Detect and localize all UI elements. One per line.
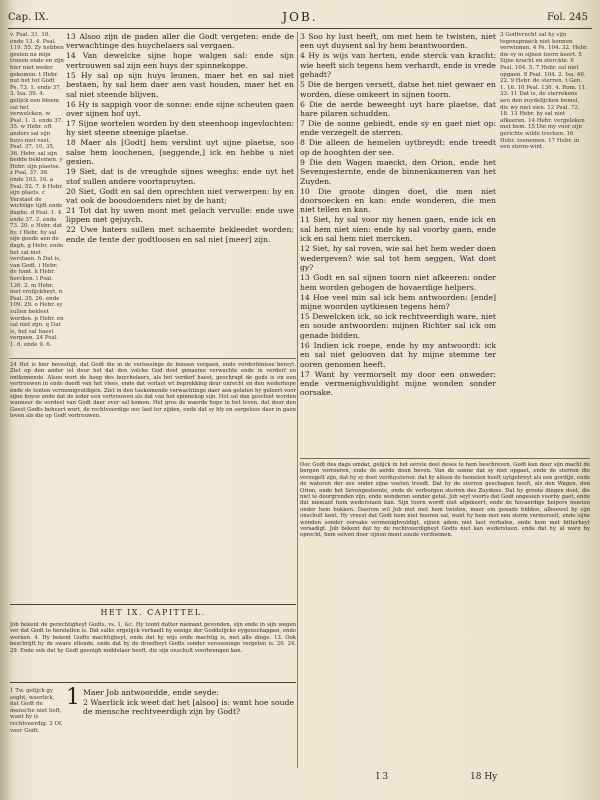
chapter-rule-top (10, 604, 296, 605)
verse: 21 Tot dat hy uwen mont met gelach vervulle: ende uwe lippen met gejuych. (66, 206, 294, 225)
verse: 5 Die de bergen versett, datse het niet gewaer en worden, diese omkeert in sijnen toorn. (300, 80, 496, 99)
chapter-label: Cap. IX. (8, 12, 49, 23)
verse: 20 Siet, Godt en sal den oprechten niet verwerpen: hy en vat ook de boosdoenders niet by de hant; (66, 186, 294, 206)
left-margin-notes: v. Psal. 31. 10. ende 13. 4. Psal. 119. 55. Zy hebben gesien na mijn tranen ende en zijn hier niet weder gekomen. t Hebr. nut het tot Godt Ps. 73. 1. ende 37. 3. Isa. 59. 4. gelijck een bloem sal het verwelcken. w Psal. 1. 3. ende 37. 35. w Hebr. oft anders sal sijn huys niet vast. Psal. 37. 10, 35, 36. Hebr. sal sijn bedde beklemen. y Hebr. sijn plaetse. z Psal. 37. 36. ende 103. 16. a Psal. 52. 7. b Hebr. sijn plaets. c Verstaet de wichtige tijdt ende daghe. d Psal. 1. 4. ende 37. 2. ende 73. 20. e Hebr. dat hy. f Hebr. hy sal sijn goede aen de dagh. g Hebr. ende het sal niet verstaen. h Dat is, van Godt. i Hebr. de hant. k Hebr. hercken. l Psal. 126. 2. m Hebr. met vrolijckheyt. n Psal. 35. 26. ende 109. 29. o Hebr. sy sullen bekleet worden. p Hebr. en sal niet zijn. q Dat is, het sal haest vergaen. 24 Psal. 1. 6. ende 9. 6. (10, 32, 64, 348)
verse: 13 Alsoo zijn de paden aller die Godt vergeten: ende de verwachtinge des huychelaers sal vergaen. (66, 32, 294, 51)
right-margin-notes: 3 Godtvrucht sal hy sijn tegenspraeck niet konnen verwinnen. 4 Ps. 104. 32. Hebr. die sy in sijnen toorn keert. 5 Sijne kracht en sterckte. 6 Psal. 104. 5. 7 Hebr. sal niet opgaen. 8 Psal. 104. 2. Isa. 40. 22. 9 Hebr. de sterren. t Gen. 1. 16. 10 Psal. 136. 4. Rom. 11. 33. 11 Dat is, de sterrekens aen den zuydelijcken hemel, die wy niet sien. 12 Psal. 72. 18. 13 Hebr. hy sal niet afkeeren. 14 Hebr. vergeleken met hem. 15 Die my voor sijn gerichte wilde trecken. 16 Hebr. toenemen. 17 Hebr. in een storm-wint. (500, 32, 588, 151)
right-verses (300, 32, 496, 398)
verse: 13 Godt en sal sijnen toorn niet afkeeren: onder hem worden gebogen de hovaerdige helpers. (300, 273, 496, 292)
section-rule (10, 358, 296, 359)
verse: 11 Siet, hy sal voor my henen gaen, ende ick en sal hem niet sien: ende hy sal voorby gaen, ende ick en sal hem niet mercken. (300, 215, 496, 244)
column-divider (297, 32, 298, 768)
verse: 7 Die de sonne gebiedt, ende sy en gaet niet op: ende verzegelt de sterren. (300, 119, 496, 138)
verse: 8 Die alleen de hemelen uytbreydt: ende treedt op de hooghten der see. (300, 138, 496, 157)
chapter-verses (66, 685, 294, 717)
verse: 4 Hy is wijs van herten, ende sterck van kracht: wie heeft sich tegens hem verhardt, ende is vrede gehadt? (300, 51, 496, 80)
verse: 1 Maer Job antwoordde, ende seyde: (66, 685, 219, 710)
verse: 2 Waerlick ick weet dat het [alsoo] is: want hoe soude de mensche rechtveerdigh zijn by Godt? (83, 698, 294, 717)
verse: 16 Hy is sappigh voor de sonne: ende sijne scheuten gaen over sijnen hof uyt. (66, 99, 294, 119)
verse: 12 Siet, hy sal roven, wie sal het hem weder doen wedergeven? wie sal tot hem seggen, Wat doet gy? (300, 244, 496, 273)
verse: 18 Maer als [Godt] hem verslint uyt sijne plaetse, soo salse hem loochenen, [seggende,] ick en hebbe u niet gesien. (66, 138, 294, 167)
verse: 16 Indien ick roepe, ende hy my antwoordt: ick en sal niet gelooven dat hy mijne stemme ter ooren genomen heeft. (300, 340, 496, 369)
left-verses (66, 32, 294, 245)
signature-mark: I 3 (376, 772, 389, 782)
chapter-summary: Job bekent de gerechtigheyt Godts, vs. 1, &c. Hy toont datter niemant gevonden, sijn ende in sijn wegen ver dat Godt te herstellen is. Dat sulks ergelijck verhaelt hy eenige der Goddelijcke eygenschappen, ende werken. 4. Hy bekent Godts machtigheyt, ende dat hy wijs ende machtig is, met alle dinge. 13. Ook beschrijft hy de sware ellende, ende dat hy de droefheyt Godts sonder versoeninge vergeten is. 20. 24. 29. Ende ook dat hy Godt geenigh middelaer heeft, die sijn onschult voorbrengen kan. (10, 622, 296, 654)
right-column (300, 32, 590, 800)
chapter-margin-notes: 1 Tw. gelijck gy seght, waerlick, dat Godt de mensche niet lieft, want hy is rechtveerdig. 2 Of, voor Godt. (10, 688, 63, 734)
verse: 6 Die de aerde beweeght uyt hare plaetse, dat hare pilaren schudden. (300, 99, 496, 119)
folio-number: Fol. 245 (546, 12, 588, 23)
left-column (10, 32, 296, 800)
right-commentary: Ooc Godt des dags omdat, gelijck in het eerste deel deses te hem beschreven, Godt kan door sijn macht de bergen verroeren, ende de aerde doen beven. Van de sonne dat sy niet opgaet, ende de sterren die verzegelt zijn, dat hy sy doet verduysteren: dat hy alleen de hemelen heeft uytgebreyt als een gordijn, ende de wateren der zee onder sijne voeten treedt. Dat hy de sterren geschapen heeft, als den Wagen, den Orion, ende het Sevengesternte, ende de verborgen sterren des Zuydens. Dat hy groote dingen doet, die niet te doorgronden zijn, ende wonderen sonder getal. Job seyt voorts dat Godt ongesien voorby gaet, ende dat niemant hem wederstaen kan. Sijn toorn wordt niet afgekeert, ende de hovaerdige helpers moeten onder hem bukken. Daerom wil Job niet met hem twisten, maer om genade bidden, alhoewel hy sijn onschult kent. Hy vreest dat Godt hem niet hooren sal, want hy hem met een storm vermorselt, ende sijne wonden sonder oorsake vermenighvuldigt, sijnen adem niet laet verhalen, ende hem met bitterheyt versadigt. Job bekent dat hy de rechtveerdigheyt Godts niet kan wederstaen, ende dat hy, al ware hy oprecht, hem selven door sijnen mont soude verdoemen. (300, 462, 590, 539)
verse: 17 Sijne wortelen worden by den steenhoop ingevlochten: hy siet steene steenige plaetse. (66, 119, 294, 138)
verse: 15 Dewelcken ick, so ick rechtveerdigh ware, niet en soude antwoorden: mijnen Richter sal ick om genade bidden. (300, 311, 496, 340)
verse: 10 Die groote dingen doet, die men niet doorsoecken en kan: ende wonderen, die men niet tellen en kan. (300, 186, 496, 215)
verse: 14 Hoe veel min sal ick hem antwoorden: [ende] mijne woorden uytkiesen tegens hem? (300, 292, 496, 311)
verse: 15 Hy sal op sijn huys leunen, maer het en sal niet bestaen, hy sal hem daer aen vast houden, maer het en sal niet steende blijven. (66, 70, 294, 99)
verse: 9 Die den Wagen maeckt, den Orion, ende het Sevengesternte, ende de binnenkameren van het Zuyden. (300, 157, 496, 186)
drop-cap: 1 (66, 685, 80, 710)
verse: 17 Want hy vermorselt my door een onweder: ende vermenighvuldight mijne wonden sonder oorsake. (300, 369, 496, 398)
header-rule (8, 28, 592, 29)
page-header (8, 10, 592, 28)
book-title: JOB. (282, 10, 318, 24)
verse: 22 Uwe haters sullen met schaemte bekleedet worden; ende de tente der godtloosen en sal niet [meer] zijn. (66, 225, 294, 244)
catchword: 18 Hy (470, 772, 498, 782)
chapter-heading: HET IX. CAPITTEL. (100, 608, 206, 617)
left-commentary: 24 Het is hier bevestigt, dat Godt die in de verlossinge de boosen vergaen, ende verderfenisse bereyt. Ziet op den ander ist deur het dat den volcke God doet genaeme verwachte ende in verderf en ontkomende. Alsoo wort de hoop des huychelaers, als het verderf haest, geschrapt de gods is en een vertrouwen in ende doodt van het vlees, ende dat verlaet wt beprekking deur onrecht en den wederhope ende de tenten vermenigvuldigen. Ziet in den toekomende verwachtinge daer aen gelaten hy geleert voor sijne huyse ende dat de ieder een vertrouwen als dat van het spinnekop sijn. Het sal dan geschiet worden wanneer de oordeel van Godt daer over sal komen. Het gros de waerde hope in het leven, dat door den Geest Godts beheert wort, de rechtveerdige ooc laet ter zijden, ende dat sy bly en sorgeloos daer in gaen leven als die op Godt vertrouwen. (10, 362, 296, 420)
verse: 14 Van dewelcke sijne hope walgen sal: ende sijn vertrouwen sal zijn een huys der spinnekoppe. (66, 51, 294, 70)
verse: 19 Siet, dat is de vreughde sijnes weeghs: ende uyt het stof sullen andere voortspruyten. (66, 167, 294, 186)
verse: 3 Soo hy lust heeft, om met hem te twisten, niet een uyt duysent sal hy hem beantwoorden. (300, 32, 496, 51)
chapter-rule-bottom (10, 682, 296, 683)
section-rule (300, 458, 590, 459)
